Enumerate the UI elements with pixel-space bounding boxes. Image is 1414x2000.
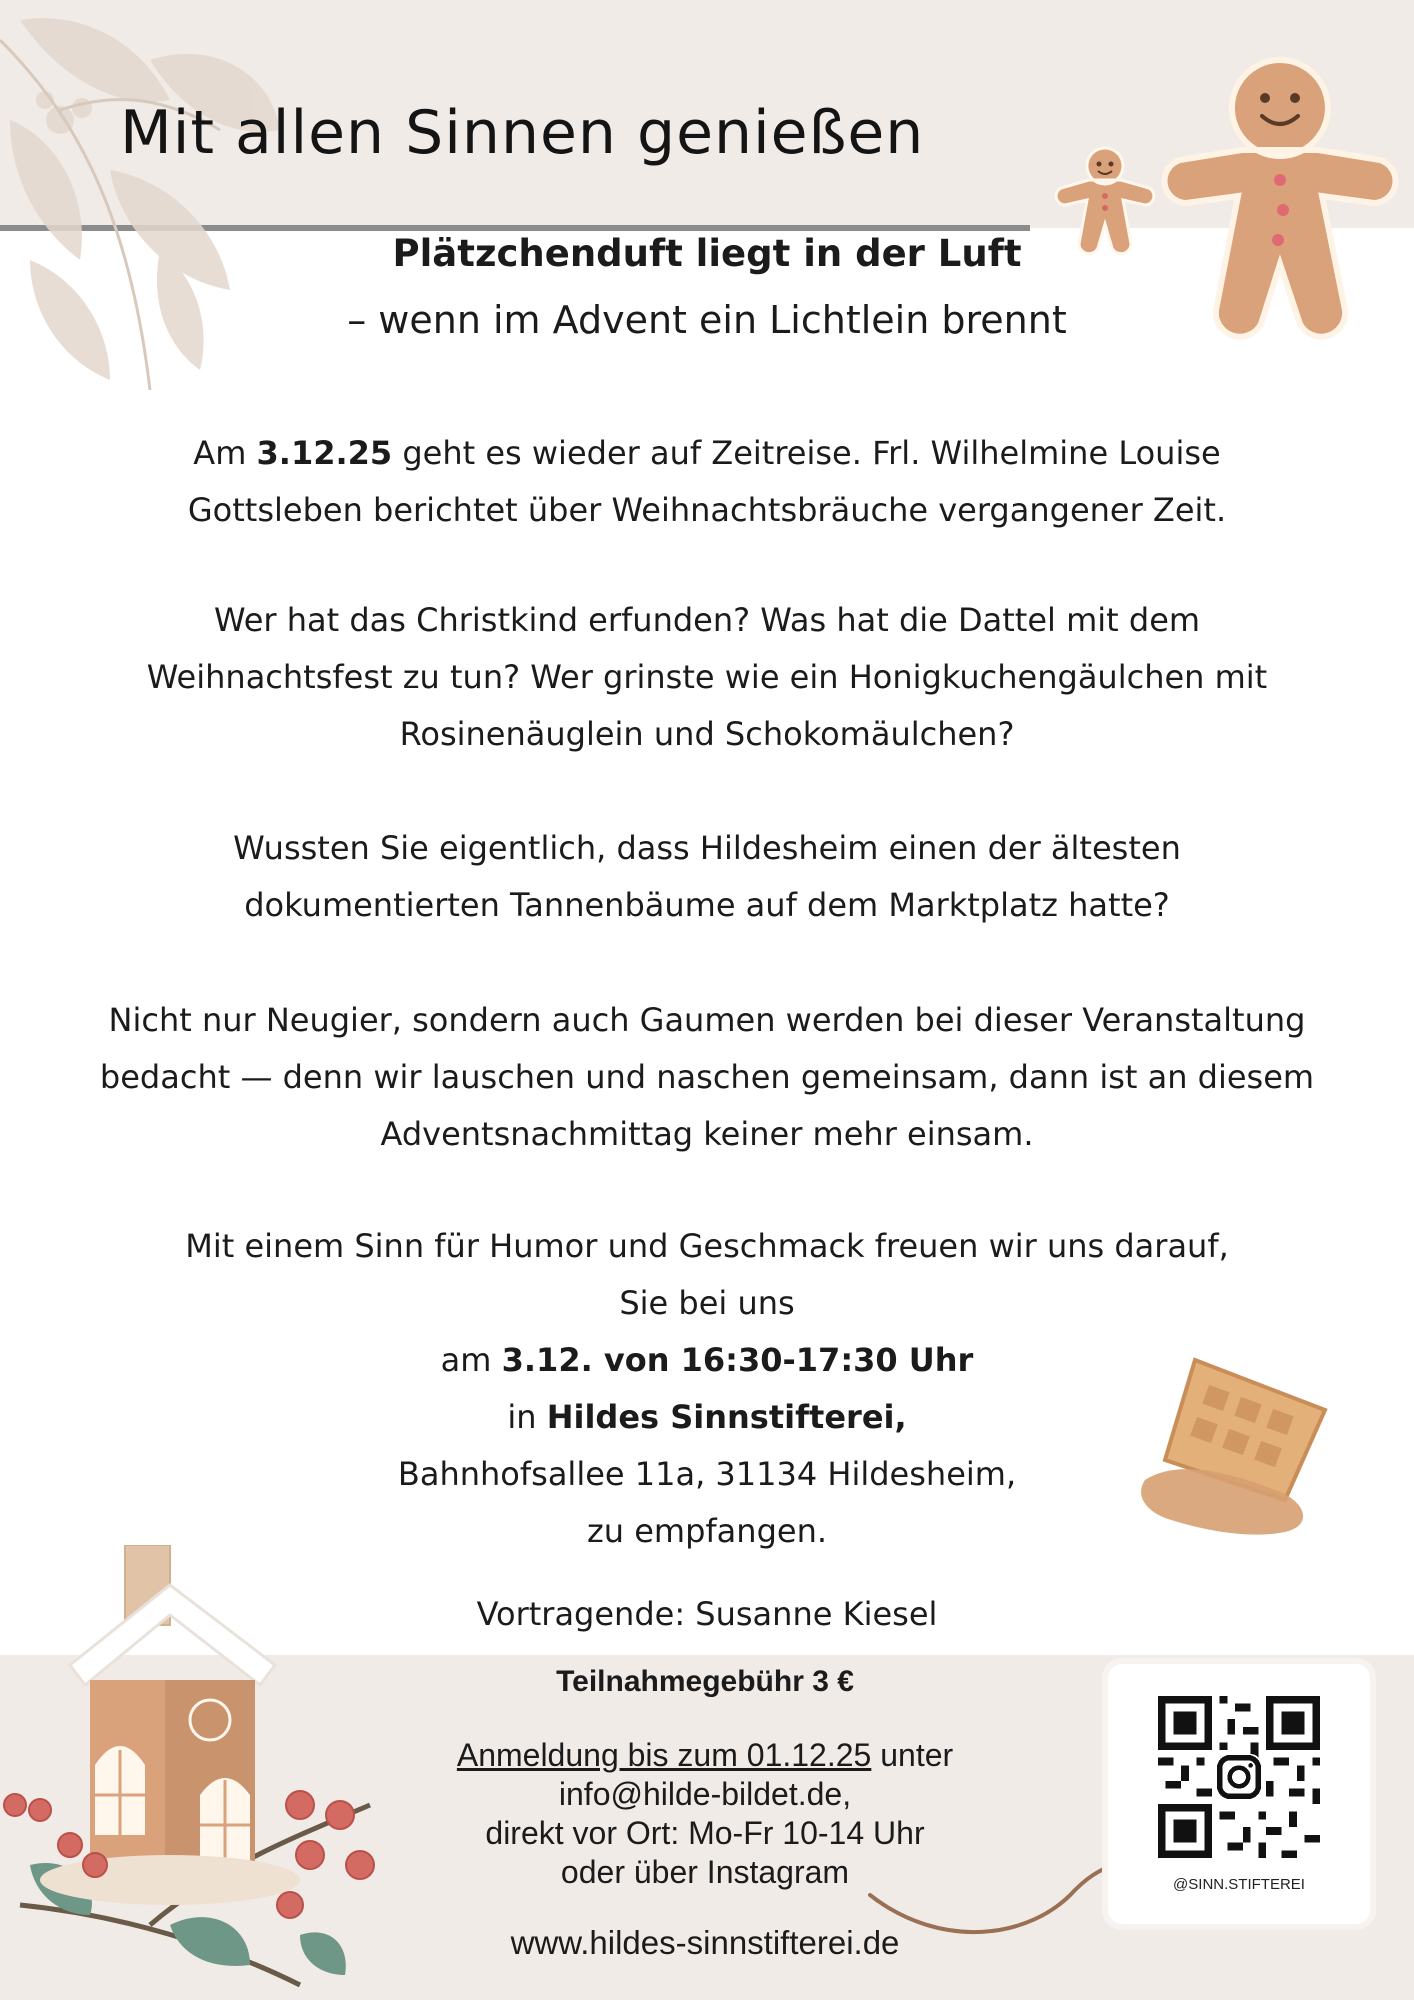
speaker-text: Vortragende: Susanne Kiesel: [476, 1595, 938, 1633]
participation-fee: Teilnahmegebühr 3 €: [556, 1665, 854, 1698]
text-line: Sie bei uns: [619, 1284, 795, 1322]
qr-code-card[interactable]: [1108, 1664, 1370, 1924]
text-line: Wer hat das Christkind erfunden? Was hat die Dattel mit dem: [213, 601, 1201, 639]
text-line: Weihnachtsfest zu tun? Wer grinste wie ein Honigkuchengäulchen mit: [146, 658, 1268, 696]
venue-address: Bahnhofsallee 11a, 31134 Hildesheim,: [397, 1455, 1017, 1493]
registration-line: [370, 1735, 1040, 1775]
text-line: Nicht nur Neugier, sondern auch Gaumen werden bei dieser Veranstaltung: [108, 1001, 1306, 1039]
page-title: Mit allen Sinnen genießen: [120, 98, 925, 168]
registration-deadline: Anmeldung bis zum 01.12.25: [456, 1737, 872, 1773]
qr-code-icon: [1158, 1696, 1320, 1858]
paragraph-event: [20, 992, 1394, 1163]
onsite-hours: direkt vor Ort: Mo-Fr 10-14 Uhr: [485, 1815, 925, 1851]
text-fragment: am: [440, 1341, 502, 1379]
text-fragment: Am: [193, 434, 257, 472]
waffle-icon: [1135, 1350, 1335, 1540]
contact-email[interactable]: info@hilde-bildet.de,: [558, 1776, 852, 1812]
instagram-handle: @SINN.STIFTEREI: [1173, 1876, 1305, 1893]
instagram-hint: oder über Instagram: [560, 1854, 850, 1890]
text-line: bedacht — denn wir lauschen und naschen gemeinsam, dann ist an diesem: [99, 1058, 1315, 1096]
venue-name: Hildes Sinnstifterei,: [546, 1398, 907, 1436]
event-date: 3.12.25: [256, 434, 393, 472]
subtitle: Plätzchenduft liegt in der Luft: [392, 232, 1022, 275]
text-line: Adventsnachmittag keiner mehr einsam.: [380, 1115, 1034, 1153]
tagline: – wenn im Advent ein Lichtlein brennt: [347, 298, 1067, 342]
paragraph-date: [20, 425, 1394, 539]
text-line: Wussten Sie eigentlich, dass Hildesheim einen der ältesten: [233, 829, 1181, 867]
text-line: Mit einem Sinn für Humor und Geschmack freuen wir uns darauf,: [185, 1227, 1229, 1265]
text-line: Rosinenäuglein und Schokomäulchen?: [399, 715, 1015, 753]
arrow-icon: [860, 1820, 1150, 1940]
website-link[interactable]: www.hildes-sinnstifterei.de: [510, 1924, 900, 1961]
event-time: 3.12. von 16:30-17:30 Uhr: [501, 1341, 974, 1379]
text-line: dokumentierten Tannenbäume auf dem Marktplatz hatte?: [244, 886, 1170, 924]
text-line: zu empfangen.: [586, 1512, 828, 1550]
text-fragment: geht es wieder auf Zeitreise. Frl. Wilhelmine Louise: [392, 434, 1221, 472]
text-fragment: in: [507, 1398, 547, 1436]
text-line: Gottsleben berichtet über Weihnachtsbräuche vergangener Zeit.: [187, 491, 1227, 529]
paragraph-hildesheim: [20, 820, 1394, 934]
paragraph-questions: [20, 592, 1394, 763]
gingerbread-house-icon: [0, 1505, 400, 1995]
text-fragment: unter: [871, 1737, 954, 1773]
